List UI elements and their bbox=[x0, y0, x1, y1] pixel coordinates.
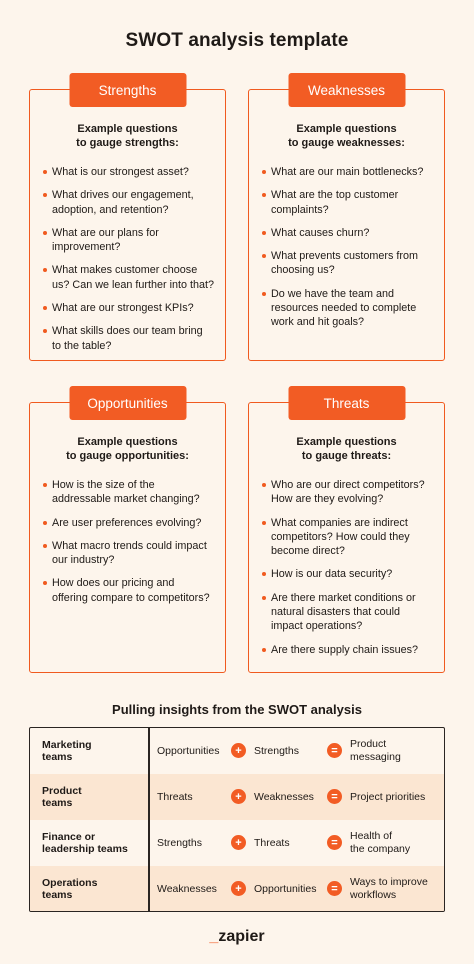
bullet-icon bbox=[43, 231, 47, 235]
bullet-icon bbox=[262, 648, 266, 652]
question-item: Are user preferences evolving? bbox=[43, 516, 217, 530]
logo-underscore: _ bbox=[209, 928, 219, 945]
logo-text: zapier bbox=[218, 928, 265, 945]
swot-factor-b: Threats bbox=[254, 836, 290, 849]
opportunities-header: Opportunities bbox=[69, 386, 186, 420]
bullet-icon bbox=[262, 572, 266, 576]
weaknesses-subtitle: Example questions to gauge weaknesses: bbox=[288, 123, 405, 149]
bullet-icon bbox=[43, 544, 47, 548]
question-item: Do we have the team and resources needed to complete work and hit goals? bbox=[262, 287, 436, 330]
table-divider bbox=[148, 728, 150, 911]
plus-icon: + bbox=[231, 835, 246, 850]
question-item: What are our plans for improvement? bbox=[43, 226, 217, 255]
threats-list bbox=[262, 478, 436, 666]
question-item: How is our data security? bbox=[262, 567, 436, 581]
question-item: How is the size of the addressable market changing? bbox=[43, 478, 217, 507]
bullet-icon bbox=[43, 521, 47, 525]
page-title: SWOT analysis template bbox=[125, 30, 349, 51]
question-item: What skills does our team bring to the table? bbox=[43, 324, 217, 353]
insight-result: Project priorities bbox=[350, 790, 426, 803]
table-row bbox=[30, 728, 444, 774]
bullet-icon bbox=[43, 170, 47, 174]
question-item: Who are our direct competitors? How are they evolving? bbox=[262, 478, 436, 507]
team-name: Operations teams bbox=[42, 876, 98, 901]
bullet-icon bbox=[262, 596, 266, 600]
question-item: What causes churn? bbox=[262, 226, 436, 240]
bullet-icon bbox=[43, 581, 47, 585]
swot-factor-a: Opportunities bbox=[157, 744, 220, 757]
question-item: What are the top customer complaints? bbox=[262, 188, 436, 217]
question-item: What is our strongest asset? bbox=[43, 165, 217, 179]
table-row bbox=[30, 820, 444, 866]
equals-icon: = bbox=[327, 835, 342, 850]
threats-card bbox=[248, 395, 445, 673]
bullet-icon bbox=[262, 521, 266, 525]
question-item: Are there market conditions or natural disasters that could impact operations? bbox=[262, 591, 436, 634]
team-name: Finance or leadership teams bbox=[42, 830, 128, 855]
question-item: What drives our engagement, adoption, and retention? bbox=[43, 188, 217, 217]
swot-factor-b: Strengths bbox=[254, 744, 299, 757]
strengths-card bbox=[29, 82, 226, 361]
bullet-icon bbox=[262, 231, 266, 235]
equals-icon: = bbox=[327, 881, 342, 896]
insights-title: Pulling insights from the SWOT analysis bbox=[112, 702, 362, 717]
bullet-icon bbox=[262, 483, 266, 487]
weaknesses-header: Weaknesses bbox=[288, 73, 405, 107]
team-name: Product teams bbox=[42, 784, 82, 809]
swot-factor-a: Threats bbox=[157, 790, 193, 803]
insight-result: Product messaging bbox=[350, 738, 401, 763]
opportunities-list bbox=[43, 478, 217, 614]
question-item: What companies are indirect competitors? How could they become direct? bbox=[262, 516, 436, 559]
bullet-icon bbox=[43, 329, 47, 333]
bullet-icon bbox=[262, 292, 266, 296]
strengths-subtitle: Example questions to gauge strengths: bbox=[76, 123, 179, 149]
question-item: Are there supply chain issues? bbox=[262, 643, 436, 657]
threats-header: Threats bbox=[288, 386, 405, 420]
table-row bbox=[30, 774, 444, 820]
bullet-icon bbox=[43, 483, 47, 487]
bullet-icon bbox=[43, 193, 47, 197]
threats-subtitle: Example questions to gauge threats: bbox=[296, 436, 397, 462]
question-item: What are our strongest KPIs? bbox=[43, 301, 217, 315]
bullet-icon bbox=[43, 268, 47, 272]
bullet-icon bbox=[262, 170, 266, 174]
opportunities-subtitle: Example questions to gauge opportunities: bbox=[66, 436, 189, 462]
insight-result: Health of the company bbox=[350, 830, 411, 855]
bullet-icon bbox=[262, 193, 266, 197]
equals-icon: = bbox=[327, 743, 342, 758]
weaknesses-list bbox=[262, 165, 436, 339]
strengths-list bbox=[43, 165, 217, 362]
insights-table bbox=[29, 727, 445, 912]
question-item: What macro trends could impact our industry? bbox=[43, 539, 217, 568]
opportunities-card bbox=[29, 395, 226, 673]
swot-factor-a: Strengths bbox=[157, 836, 202, 849]
question-item: How does our pricing and offering compare to competitors? bbox=[43, 576, 217, 605]
plus-icon: + bbox=[231, 881, 246, 896]
plus-icon: + bbox=[231, 743, 246, 758]
strengths-header: Strengths bbox=[69, 73, 186, 107]
table-row bbox=[30, 866, 444, 912]
zapier-logo bbox=[0, 928, 474, 946]
equals-icon: = bbox=[327, 789, 342, 804]
bullet-icon bbox=[262, 254, 266, 258]
swot-factor-b: Weaknesses bbox=[254, 790, 314, 803]
plus-icon: + bbox=[231, 789, 246, 804]
swot-factor-a: Weaknesses bbox=[157, 882, 217, 895]
team-name: Marketing teams bbox=[42, 738, 92, 763]
insight-result: Ways to improve workflows bbox=[350, 876, 428, 901]
question-item: What makes customer choose us? Can we lean further into that? bbox=[43, 263, 217, 292]
question-item: What prevents customers from choosing us? bbox=[262, 249, 436, 278]
question-item: What are our main bottlenecks? bbox=[262, 165, 436, 179]
swot-factor-b: Opportunities bbox=[254, 882, 317, 895]
bullet-icon bbox=[43, 306, 47, 310]
weaknesses-card bbox=[248, 82, 445, 361]
